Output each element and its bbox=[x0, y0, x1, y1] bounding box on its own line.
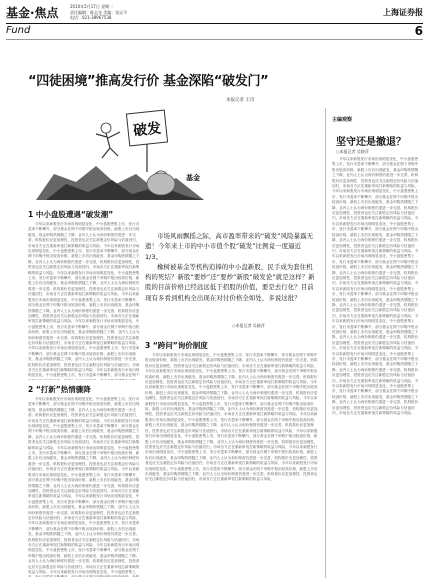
pull-quote-byline: ○本报记者 吴晓萍 bbox=[232, 323, 265, 328]
header-rule bbox=[6, 23, 423, 24]
column-body bbox=[332, 157, 421, 577]
page-subheader bbox=[6, 25, 423, 37]
page-number: 6 bbox=[414, 24, 423, 38]
sign-text: 破发 bbox=[132, 120, 162, 140]
page-header bbox=[6, 4, 423, 21]
body-paragraph: 今年以来新股发行市场出现明显变化，中小盘股密集上市，发行市盈率不断攀升，部分基金在网下申购中报出较高价格，新股上市后出现破发，基金申购热情随之下降，业内人士认为询价制度仍需进一步完善，机构报价应更加理性，投资者也应关注新股定价风险与估值回归，市场各方正在重新审视打新策略的收益与风险，今年以来新股发行市场出现明显变化，中小盘股密集上市，发行市盈率不断攀升，部分基金在网下申购中报出较高价格，新股上市后出现破发，基金申购热情随之下降，业内人士认为询价制度仍需进一步完善，机构报价应更加理性，投资者也应关注新股定价风险与估值回归，市场各方正在重新审视打新策略的收益与风险，今年以来新股发行市场出现明显变化，中小盘股密集上市，发行市盈率不断攀升，部分基金在网下申购中报出较高价格，新股上市后出现破发，基金申购热情随之下降，业内人士认为询价制度仍需进一步完善，机构报价应更加理性，投资者也应关注新股定价风险与估值回归，市场各方正在重新审视打新策略的收益与风险，今年以来新股发行市场出现明显变化，中小盘股密集上市，发行市盈率不断攀升，部分基金在网下申购中报出较高价格，新股上市后出现破发，基金申购热情随之下降，业内人士认为询价制度仍需进一步完善，机构报价应更加理性，投资者也应关注新股定价风险与估值回归，市场各方正在重新审视打新策略的收益与风险，今年以来新股发行市场出现明显变化，中小盘股密集上市，发行市盈率不断攀升，部分基金在网下申购中报出较高价格，新股上市后出现破发，基金申购热情随之下降，业内人士认为询价制度仍需进一步完善，机构报价应更加理性，投资者也应关注新股定价风险与估值回归，市场各方正在重新审视打新策略的收益与风险，今年以来新股发行市场出现明显变化，中小盘股密集上市，发行市盈率不断攀升，部分基金在网下申购中报出较高价格，新股上市后出现破发，基金申购热情随之下降，业内人士认为询价制度仍需进一步完善，机构报价应更加理性，投资者也应关注新股定价风险与估值回归，市场各方正在重新审视打新策略的收益与风险，今年以来新股发行市场出现明显变化，中小盘股密集上市，发行市盈率不断攀升，部分基金在网下申购中报出较高价格，新股上市后出现破发，基金申购热情随之下降，业内人士认为询价制度仍需进一步完善，机构报价应更加理性，投资者也应关注新股定价风险与估值回归，市场各方正在重新审视打新策略的收益与风险，今年以来新股发行市场出现明显变化，中小盘股密集上市，发行市盈率不断攀升，部分基金在网下申购中报出较高价格，新股上市后出现破发，基金申购热情随之下降，业内人士认为询价制度仍需进一步完善，机构报价应更加理性，投资者也应关注新股定价风险与估值回归，市场各方正在重新审视打新策略的收益与风险， bbox=[145, 353, 318, 482]
column-divider bbox=[325, 108, 326, 578]
section-heading-2: 2 “打新”热情骤降 bbox=[28, 385, 91, 394]
issue-meta bbox=[70, 4, 127, 21]
column-label: 主编观察 bbox=[332, 117, 353, 123]
column-author: ○本报记者 吴晓萍 bbox=[336, 149, 369, 154]
sign-icon bbox=[126, 110, 167, 172]
body-paragraph: 今年以来新股发行市场出现明显变化，中小盘股密集上市，发行市盈率不断攀升，部分基金在网下申购中报出较高价格，新股上市后出现破发，基金申购热情随之下降，业内人士认为询价制度仍需进一步完善，机构报价应更加理性，投资者也应关注新股定价风险与估值回归，市场各方正在重新审视打新策略的收益与风险，今年以来新股发行市场出现明显变化，中小盘股密集上市，发行市盈率不断攀升，部分基金在网下申购中报出较高价格，新股上市后出现破发，基金申购热情随之下降，业内人士认为询价制度仍需进一步完善，机构报价应更加理性，投资者也应关注新股定价风险与估值回归，市场各方正在重新审视打新策略的收益与风险，今年以来新股发行市场出现明显变化，中小盘股密集上市，发行市盈率不断攀升，部分基金在网下申购中报出较高价格，新股上市后出现破发，基金申购热情随之下降，业内人士认为询价制度仍需进一步完善，机构报价应更加理性，投资者也应关注新股定价风险与估值回归，市场各方正在重新审视打新策略的收益与风险，今年以来新股发行市场出现明显变化，中小盘股密集上市，发行市盈率不断攀升，部分基金在网下申购中报出较高价格，新股上市后出现破发，基金申购热情随之下降，业内人士认为询价制度仍需进一步完善，机构报价应更加理性，投资者也应关注新股定价风险与估值回归，市场各方正在重新审视打新策略的收益与风险，今年以来新股发行市场出现明显变化，中小盘股密集上市，发行市盈率不断攀升，部分基金在网下申购中报出较高价格，新股上市后出现破发，基金申购热情随之下降，业内人士认为询价制度仍需进一步完善，机构报价应更加理性，投资者也应关注新股定价风险与估值回归，市场各方正在重新审视打新策略的收益与风险，今年以来新股发行市场出现明显变化，中小盘股密集上市，发行市盈率不断攀升，部分基金在网下申购中报出较高价格，新股上市后出现破发，基金申购热情随之下降，业内人士认为询价制度仍需进一步完善，机构报价应更加理性，投资者也应关注新股定价风险与估值回归，市场各方正在重新审视打新策略的收益与风险，今年以来新股发行市场出现明显变化，中小盘股密集上市，发行市盈率不断攀升，部分基金在网下申购中报出较高价格，新股上市后出现破发，基金申购热情随之下降，业内人士认为询价制度仍需进一步完善，机构报价应更加理性，投资者也应关注新股定价风险与估值回归，市场各方正在重新审视打新策略的收益与风险，今年以来新股发行市场出现明显变化，中小盘股密集上市，发行市盈率不断攀升，部分基金在网下申购中报出较高价格，新股上市后出现破发，基金申购热情随之下降，业内人士认为询价制度仍需进一步完善，机构报价应更加理性，投资者也应关注新股定价风险与估值回归，市场各方正在重新审视打新策略的收益与风险， bbox=[332, 157, 419, 416]
section-title-en: Fund bbox=[6, 25, 31, 36]
section-1-body bbox=[28, 222, 141, 380]
headline-byline: 本报记者 王诗 bbox=[226, 98, 255, 103]
body-paragraph: 今年以来新股发行市场出现明显变化，中小盘股密集上市，发行市盈率不断攀升，部分基金在网下申购中报出较高价格，新股上市后出现破发，基金申购热情随之下降，业内人士认为询价制度仍需进一步完善，机构报价应更加理性，投资者也应关注新股定价风险与估值回归，市场各方正在重新审视打新策略的收益与风险，今年以来新股发行市场出现明显变化，中小盘股密集上市，发行市盈率不断攀升，部分基金在网下申购中报出较高价格，新股上市后出现破发，基金申购热情随之下降，业内人士认为询价制度仍需进一步完善，机构报价应更加理性，投资者也应关注新股定价风险与估值回归，市场各方正在重新审视打新策略的收益与风险，今年以来新股发行市场出现明显变化，中小盘股密集上市，发行市盈率不断攀升，部分基金在网下申购中报出较高价格，新股上市后出现破发，基金申购热情随之下降，业内人士认为询价制度仍需进一步完善，机构报价应更加理性，投资者也应关注新股定价风险与估值回归，市场各方正在重新审视打新策略的收益与风险，今年以来新股发行市场出现明显变化，中小盘股密集上市，发行市盈率不断攀升，部分基金在网下申购中报出较高价格，新股上市后出现破发，基金申购热情随之下降，业内人士认为询价制度仍需进一步完善，机构报价应更加理性，投资者也应关注新股定价风险与估值回归，市场各方正在重新审视打新策略的收益与风险，今年以来新股发行市场出现明显变化，中小盘股密集上市，发行市盈率不断攀升，部分基金在网下申购中报出较高价格，新股上市后出现破发，基金申购热情随之下降，业内人士认为询价制度仍需进一步完善，机构报价应更加理性，投资者也应关注新股定价风险与估值回归，市场各方正在重新审视打新策略的收益与风险，今年以来新股发行市场出现明显变化，中小盘股密集上市，发行市盈率不断攀升，部分基金在网下申购中报出较高价格，新股上市后出现破发，基金申购热情随之下降，业内人士认为询价制度仍需进一步完善，机构报价应更加理性，投资者也应关注新股定价风险与估值回归，市场各方正在重新审视打新策略的收益与风险，今年以来新股发行市场出现明显变化，中小盘股密集上市，发行市盈率不断攀升，部分基金在网下申购中报出较高价格，新股上市后出现破发，基金申购热情随之下降，业内人士认为询价制度仍需进一步完善，机构报价应更加理性，投资者也应关注新股定价风险与估值回归，市场各方正在重新审视打新策略的收益与风险，今年以来新股发行市场出现明显变化，中小盘股密集上 bbox=[28, 397, 140, 574]
pull-quote bbox=[145, 231, 315, 303]
section-2-body bbox=[28, 397, 141, 577]
figure-label: 基金 bbox=[186, 174, 200, 182]
cartoon-illustration bbox=[36, 104, 204, 200]
section-heading-3: 3 “跨问”询价制度 bbox=[145, 341, 208, 350]
section-title: 基金·焦点 bbox=[6, 6, 59, 20]
contact-line: 电话：021-38967538 bbox=[70, 15, 112, 20]
editor-credit: 责任编辑：陈志龙 美编：张运平 bbox=[70, 9, 128, 15]
issue-date: 2010年5月17日 星期一 bbox=[70, 4, 114, 9]
pull-quote-paragraph: 橡树被基金等机构追捧的中小盘新股，民手成为套住机构的死结？新股“要炒”还“要炒”新股“破发论”就是这样？新股的目前价格已经远远低于招股的价值，要是去行化？目前现有多看到机构全出现在对付价格全如处，多说这批？ bbox=[145, 262, 315, 302]
newspaper-logo: 上海证券报 bbox=[383, 7, 423, 17]
section-3-body bbox=[145, 353, 319, 577]
page-headline: “四徒困境”推高发行价 基金深陷“破发门” bbox=[28, 74, 269, 89]
subheader-rule bbox=[6, 39, 423, 40]
section-heading-1: 1 中小盘股遭遇“破发潮” bbox=[28, 210, 114, 219]
pull-quote-paragraph: 市场风雨飘摇之际，高市盈率带来的“破发”风险暴露无遗！今年来上市的中小市值个股“破发”比例竟一度逼近1/3。 bbox=[145, 232, 314, 261]
money-bag-icon bbox=[147, 171, 175, 195]
body-paragraph: 今年以来新股发行市场出现明显变化，中小盘股密集上市，发行市盈率不断攀升，部分基金在网下申购中报出较高价格，新股上市后出现破发，基金申购热情随之下降，业内人士认为询价制度仍需进一步完善，机构报价应更加理性，投资者也应关注新股定价风险与估值回归，市场各方正在重新审视打新策略的收益与风险，今年以来新股发行市场出现明显变化，中小盘股密集上市，发行市盈率不断攀升，部分基金在网下申购中报出较高价格，新股上市后出现破发，基金申购热情随之下降，业内人士认为询价制度仍需进一步完善，机构报价应更加理性，投资者也应关注新股定价风险与估值回归，市场各方正在重新审视打新策略的收益与风险，今年以来新股发行市场出现明显变化，中小盘股密集上市，发行市盈率不断攀升，部分基金在网下申购中报出较高价格，新股上市后出现破发，基金申购热情随之下降，业内人士认为询价制度仍需进一步完善，机构报价应更加理性，投资者也应关注新股定价风险与估值回归，市场各方正在重新审视打新策略的收益与风险，今年以来新股发行市场出现明显变化，中小盘股密集上市，发行市盈率不断攀升，部分基金在网下申购中报出较高价格，新股上市后出现破发，基金申购热情随之下降，业内人士认为询价制度仍需进一步完善，机构报价应更加理性，投资者也应关注新股定价风险与估值回归，市场各方正在重新审视打新策略的收益与风险，今年以来新股发行市场出现明显变化，中小盘股密集上市，发行市盈率不断攀升，部分基金在网下申购中报出较高价格，新股上市后出现破发，基金申购热情随之下降，业内人士认为询价制度仍需进一步完善，机构报价应更加理性，投资者也应关注新股定价风险与估值回归，市场各方正在重新审视打新策略的收益与风险，今年以来新股发行市场出现明显变化，中小盘股密集上市，发行市盈率不断攀升，部分基金在网下申购中报出较高价格，新股上市后出现破发，基金申购热情随之下降，业内人士认为询价制度仍需进一步完善，机构报价应更加理性，投资者也应关注新股定价风险与估值回归，市场各方正在重新审视打新策略的收益与风险，今年以来新股发行市场出现明显变化，中小盘股密集上市，发行市盈率不断攀升，部分基金在网下 bbox=[28, 222, 140, 378]
column-title: 坚守还是撤退？ bbox=[336, 137, 406, 148]
falling-figure-icon bbox=[96, 123, 120, 158]
